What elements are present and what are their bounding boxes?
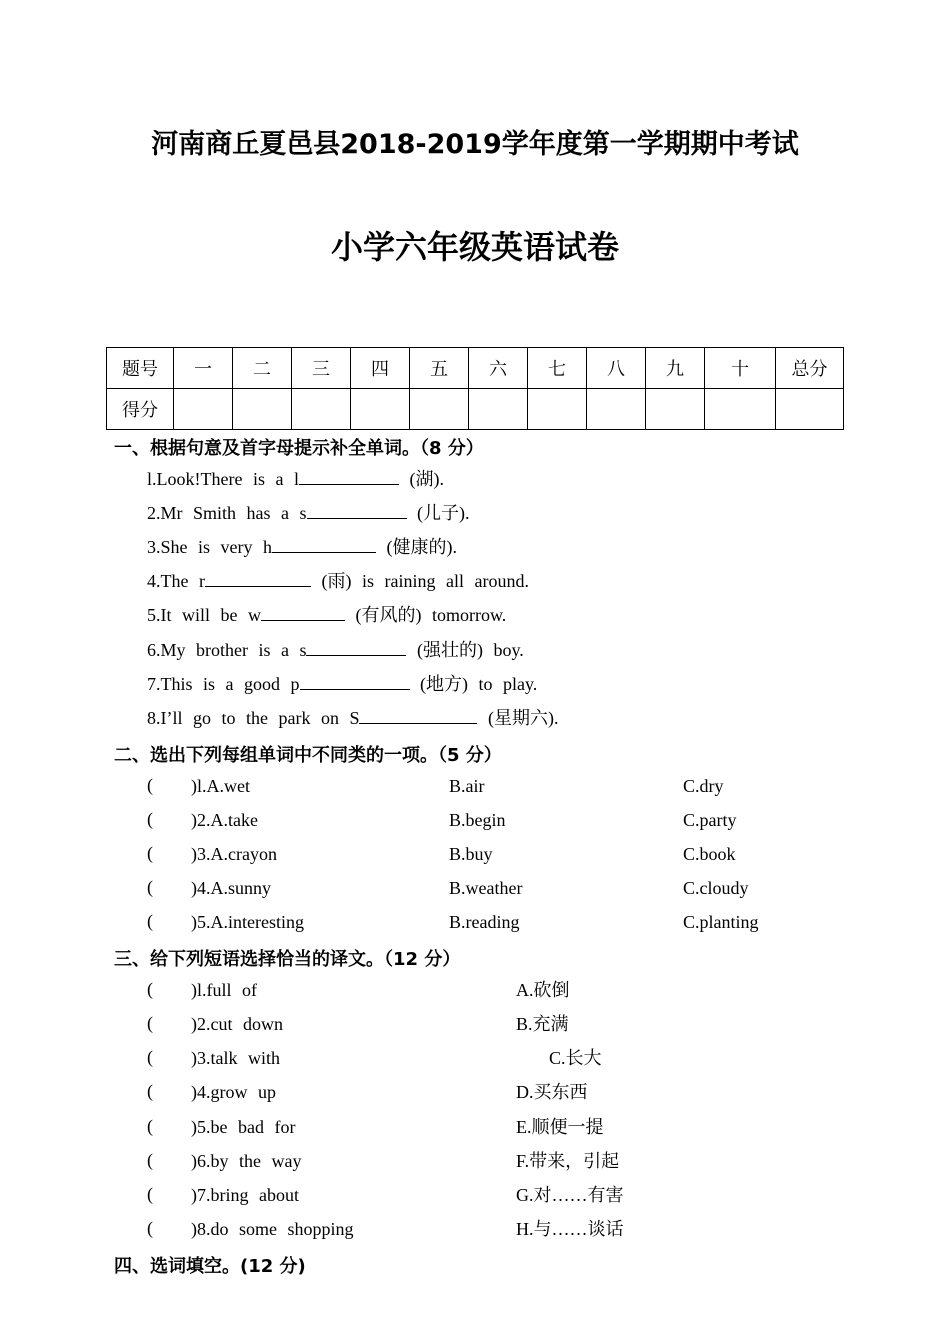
translation-option: G.对……有害 bbox=[516, 1185, 624, 1205]
score-table-score-row bbox=[107, 389, 844, 430]
fill-item-hint: (儿子). bbox=[417, 503, 470, 523]
fill-item-hint: (星期六). bbox=[487, 708, 559, 728]
answer-paren[interactable]: ( bbox=[147, 775, 153, 795]
answer-paren[interactable]: ( bbox=[147, 1116, 153, 1136]
answer-paren[interactable]: ( bbox=[147, 1047, 153, 1067]
option-b: B.begin bbox=[449, 810, 506, 830]
option-a: )2.A.take bbox=[191, 810, 258, 830]
answer-paren[interactable]: ( bbox=[147, 1218, 153, 1238]
option-a: )5.A.interesting bbox=[191, 912, 304, 932]
score-cell[interactable] bbox=[292, 389, 351, 430]
option-c: C.book bbox=[683, 844, 736, 864]
header-cell: 九 bbox=[646, 348, 705, 389]
fill-item bbox=[147, 570, 529, 592]
score-table-header-row bbox=[107, 348, 844, 389]
score-cell[interactable] bbox=[233, 389, 292, 430]
answer-paren[interactable]: ( bbox=[147, 911, 153, 931]
header-cell: 六 bbox=[469, 348, 528, 389]
option-b: B.reading bbox=[449, 912, 520, 932]
fill-item bbox=[147, 639, 524, 661]
fill-item bbox=[147, 707, 558, 729]
header-cell: 八 bbox=[587, 348, 646, 389]
fill-item-text: 2.Mr Smith has a s bbox=[147, 503, 307, 523]
header-cell: 七 bbox=[528, 348, 587, 389]
translation-option: D.买东西 bbox=[516, 1082, 588, 1102]
phrase: )8.do some shopping bbox=[191, 1219, 354, 1239]
fill-item bbox=[147, 502, 470, 524]
option-c: C.dry bbox=[683, 776, 724, 796]
translation-option: C.长大 bbox=[549, 1048, 602, 1068]
fill-item bbox=[147, 536, 457, 558]
header-cell: 总分 bbox=[776, 348, 844, 389]
fill-item-hint: (地方) to play. bbox=[420, 674, 538, 694]
fill-item-hint: (有风的) tomorrow. bbox=[355, 605, 507, 625]
fill-item-text: 4.The r bbox=[147, 571, 205, 591]
answer-blank[interactable] bbox=[261, 604, 345, 621]
section-4-heading: 四、选词填空。(12 分) bbox=[114, 1256, 306, 1277]
score-cell[interactable] bbox=[174, 389, 233, 430]
header-cell: 十 bbox=[705, 348, 776, 389]
translation-option: E.顺便一提 bbox=[516, 1117, 604, 1137]
fill-item-text: 3.She is very h bbox=[147, 537, 272, 557]
score-cell[interactable] bbox=[776, 389, 844, 430]
option-c: C.planting bbox=[683, 912, 759, 932]
translation-option: F.带来，引起 bbox=[516, 1151, 620, 1171]
option-b: B.weather bbox=[449, 878, 523, 898]
answer-paren[interactable]: ( bbox=[147, 1013, 153, 1033]
section-2-heading: 二、选出下列每组单词中不同类的一项。（5 分） bbox=[114, 745, 502, 766]
fill-item bbox=[147, 673, 537, 695]
option-c: C.cloudy bbox=[683, 878, 749, 898]
score-cell[interactable] bbox=[410, 389, 469, 430]
header-cell: 五 bbox=[410, 348, 469, 389]
fill-item-text: l.Look!There is a l bbox=[147, 469, 299, 489]
score-cell[interactable] bbox=[351, 389, 410, 430]
translation-option: A.砍倒 bbox=[516, 980, 570, 1000]
fill-item-text: 7.This is a good p bbox=[147, 674, 300, 694]
option-a: )l.A.wet bbox=[191, 776, 250, 796]
answer-blank[interactable] bbox=[307, 502, 407, 519]
phrase: )3.talk with bbox=[191, 1048, 280, 1068]
fill-item-hint: (湖). bbox=[409, 469, 444, 489]
answer-blank[interactable] bbox=[306, 639, 406, 656]
fill-item bbox=[147, 604, 506, 626]
section-1-heading: 一、根据句意及首字母提示补全单词。（8 分） bbox=[114, 438, 484, 459]
fill-item-hint: (健康的). bbox=[386, 537, 457, 557]
section-3-heading: 三、给下列短语选择恰当的译文。（12 分） bbox=[114, 949, 461, 970]
header-cell: 二 bbox=[233, 348, 292, 389]
phrase: )2.cut down bbox=[191, 1014, 283, 1034]
answer-paren[interactable]: ( bbox=[147, 1081, 153, 1101]
score-cell[interactable] bbox=[587, 389, 646, 430]
score-cell[interactable] bbox=[528, 389, 587, 430]
option-b: B.buy bbox=[449, 844, 493, 864]
answer-blank[interactable] bbox=[359, 707, 477, 724]
header-cell: 三 bbox=[292, 348, 351, 389]
option-a: )4.A.sunny bbox=[191, 878, 271, 898]
header-cell: 一 bbox=[174, 348, 233, 389]
exam-title: 河南商丘夏邑县2018-2019学年度第一学期期中考试 bbox=[151, 129, 799, 160]
exam-subtitle: 小学六年级英语试卷 bbox=[330, 228, 619, 266]
answer-paren[interactable]: ( bbox=[147, 1150, 153, 1170]
option-c: C.party bbox=[683, 810, 737, 830]
score-cell[interactable] bbox=[705, 389, 776, 430]
score-cell[interactable] bbox=[646, 389, 705, 430]
translation-option: B.充满 bbox=[516, 1014, 569, 1034]
fill-item-text: 5.It will be w bbox=[147, 605, 261, 625]
phrase: )6.by the way bbox=[191, 1151, 302, 1171]
phrase: )5.be bad for bbox=[191, 1117, 296, 1137]
header-cell: 四 bbox=[351, 348, 410, 389]
answer-paren[interactable]: ( bbox=[147, 979, 153, 999]
fill-item-hint: (强壮的) boy. bbox=[416, 640, 524, 660]
phrase: )4.grow up bbox=[191, 1082, 276, 1102]
answer-paren[interactable]: ( bbox=[147, 809, 153, 829]
fill-item-text: 8.I’ll go to the park on S bbox=[147, 708, 360, 728]
answer-paren[interactable]: ( bbox=[147, 843, 153, 863]
answer-paren[interactable]: ( bbox=[147, 1184, 153, 1204]
option-b: B.air bbox=[449, 776, 485, 796]
header-cell: 题号 bbox=[107, 348, 174, 389]
answer-blank[interactable] bbox=[300, 673, 410, 690]
answer-paren[interactable]: ( bbox=[147, 877, 153, 897]
phrase: )l.full of bbox=[191, 980, 257, 1000]
answer-blank[interactable] bbox=[272, 536, 376, 553]
fill-item bbox=[147, 468, 444, 490]
phrase: )7.bring about bbox=[191, 1185, 299, 1205]
translation-option: H.与……谈话 bbox=[516, 1219, 624, 1239]
option-a: )3.A.crayon bbox=[191, 844, 277, 864]
score-table bbox=[106, 347, 844, 430]
answer-blank[interactable] bbox=[299, 468, 399, 485]
fill-item-hint: (雨) is raining all around. bbox=[321, 571, 529, 591]
score-label: 得分 bbox=[107, 389, 174, 430]
fill-item-text: 6.My brother is a s bbox=[147, 640, 307, 660]
score-cell[interactable] bbox=[469, 389, 528, 430]
answer-blank[interactable] bbox=[205, 570, 311, 587]
